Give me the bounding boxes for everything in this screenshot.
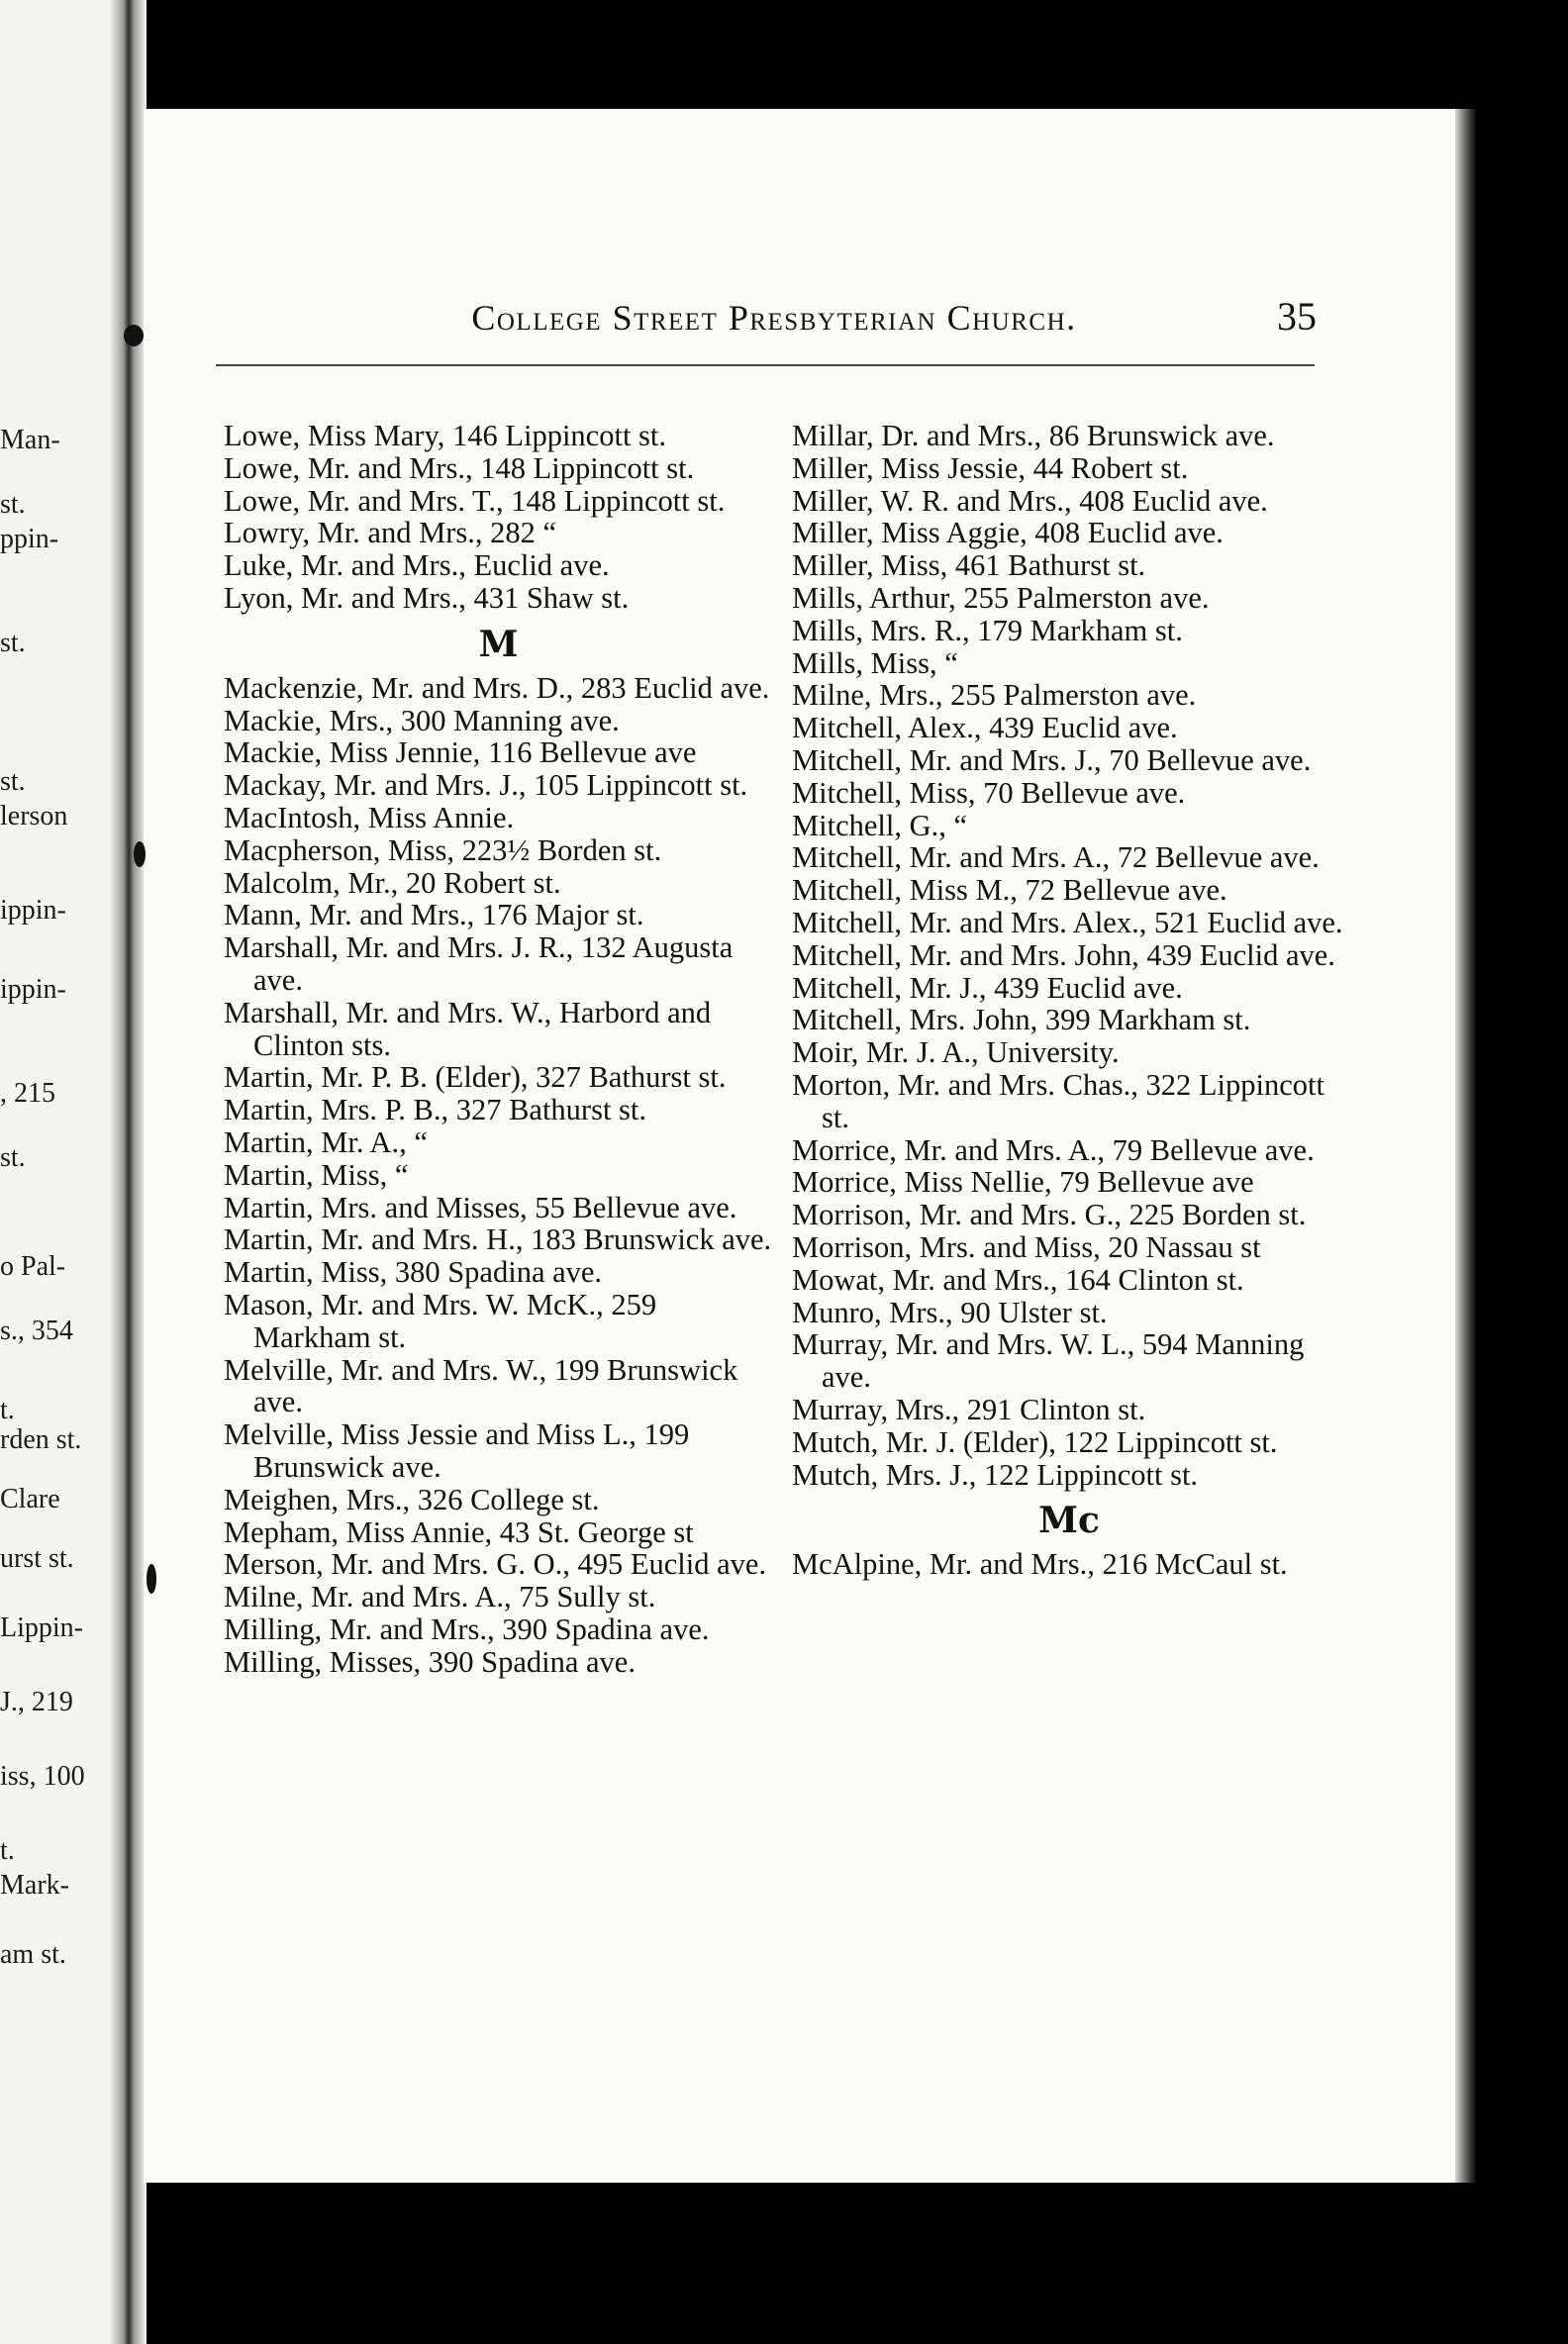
directory-entry: Martin, Mr. and Mrs. H., 183 Brunswick ave. bbox=[224, 1222, 772, 1257]
directory-entry: Mitchell, Mr. and Mrs. John, 439 Euclid ave. bbox=[792, 937, 1335, 972]
directory-entry: Mitchell, Mrs. John, 399 Markham st. bbox=[792, 1003, 1251, 1037]
directory-entry: Mitchell, Mr. and Mrs. Alex., 521 Euclid ave. bbox=[792, 905, 1343, 939]
left-page-text-fragment: urst st. bbox=[0, 1543, 74, 1574]
directory-column-left bbox=[224, 420, 773, 1678]
directory-entry: Martin, Mrs. and Misses, 55 Bellevue ave. bbox=[224, 1190, 737, 1224]
left-page-text-fragment: s., 354 bbox=[0, 1316, 73, 1346]
directory-entry: Lowe, Miss Mary, 146 Lippincott st. bbox=[224, 419, 667, 452]
directory-entry: Merson, Mr. and Mrs. G. O., 495 Euclid ave. bbox=[224, 1547, 767, 1582]
directory-entry: Marshall, Mr. and Mrs. W., Harbord and Clinton sts. bbox=[224, 995, 712, 1062]
left-page-text-fragment: ppin- bbox=[0, 524, 59, 554]
left-page-text-fragment: st. bbox=[0, 1142, 26, 1173]
directory-entry: Morrice, Miss Nellie, 79 Bellevue ave bbox=[792, 1165, 1254, 1200]
left-page-text-fragment: Mark- bbox=[0, 1870, 69, 1901]
directory-entry: Mann, Mr. and Mrs., 176 Major st. bbox=[224, 898, 644, 932]
running-head: College Street Presbyterian Church. bbox=[471, 298, 1077, 338]
page-edge-shadow bbox=[1455, 109, 1477, 2183]
directory-entry: Mitchell, Miss, 70 Bellevue ave. bbox=[792, 775, 1186, 810]
directory-entry: Mutch, Mrs. J., 122 Lippincott st. bbox=[792, 1457, 1199, 1492]
directory-entry: Millar, Dr. and Mrs., 86 Brunswick ave. bbox=[792, 419, 1275, 452]
left-page-edge bbox=[0, 0, 117, 2344]
directory-entry: Munro, Mrs., 90 Ulster st. bbox=[792, 1295, 1108, 1329]
directory-entry: Morrison, Mr. and Mrs. G., 225 Borden st. bbox=[792, 1198, 1307, 1232]
directory-entry: Martin, Mrs. P. B., 327 Bathurst st. bbox=[224, 1093, 647, 1127]
directory-entry: Morrison, Mrs. and Miss, 20 Nassau st bbox=[792, 1229, 1261, 1264]
left-page-text-fragment: Lippin- bbox=[0, 1612, 83, 1643]
directory-entry: Macpherson, Miss, 223½ Borden st. bbox=[224, 832, 662, 867]
directory-entry: Mutch, Mr. J. (Elder), 122 Lippincott st. bbox=[792, 1424, 1278, 1459]
header-rule bbox=[216, 364, 1315, 366]
book-gutter bbox=[111, 0, 147, 2344]
directory-entry: Mitchell, Mr. and Mrs. A., 72 Bellevue ave. bbox=[792, 840, 1320, 875]
directory-entry: Miller, Miss Aggie, 408 Euclid ave. bbox=[792, 516, 1224, 550]
left-page-text-fragment: st. bbox=[0, 628, 26, 658]
left-page-text-fragment: t. bbox=[0, 1395, 15, 1425]
directory-entry: Mitchell, Alex., 439 Euclid ave. bbox=[792, 711, 1178, 745]
directory-entry: Melville, Mr. and Mrs. W., 199 Brunswick ave. bbox=[224, 1352, 738, 1419]
left-page-text-fragment: Man- bbox=[0, 425, 60, 455]
section-heading: Mc bbox=[1038, 1500, 1100, 1542]
directory-entry: Murray, Mrs., 291 Clinton st. bbox=[792, 1392, 1146, 1426]
left-page-text-fragment: ippin- bbox=[0, 974, 66, 1005]
directory-entry: Lyon, Mr. and Mrs., 431 Shaw st. bbox=[224, 580, 630, 615]
left-page-text-fragment: st. bbox=[0, 766, 26, 797]
directory-entry: Martin, Mr. A., “ bbox=[224, 1124, 428, 1159]
directory-entry: Lowe, Mr. and Mrs. T., 148 Lippincott st. bbox=[224, 483, 726, 518]
directory-entry: Milne, Mr. and Mrs. A., 75 Sully st. bbox=[224, 1580, 656, 1614]
directory-entry: Mason, Mr. and Mrs. W. McK., 259 Markham st. bbox=[224, 1287, 657, 1354]
left-page-text-fragment: J., 219 bbox=[0, 1687, 73, 1717]
ink-blot bbox=[124, 325, 144, 346]
directory-column-right bbox=[792, 420, 1346, 1581]
directory-entry: Martin, Miss, “ bbox=[224, 1157, 409, 1192]
directory-entry: McAlpine, Mr. and Mrs., 216 McCaul st. bbox=[792, 1547, 1288, 1582]
ink-blot bbox=[147, 1564, 156, 1594]
directory-entry: Milling, Mr. and Mrs., 390 Spadina ave. bbox=[224, 1612, 710, 1646]
left-page-text-fragment: iss, 100 bbox=[0, 1761, 85, 1792]
ink-blot bbox=[134, 841, 146, 867]
directory-entry: Mills, Miss, “ bbox=[792, 645, 958, 680]
left-page-text-fragment: , 215 bbox=[0, 1078, 55, 1109]
directory-entry: Miller, Miss Jessie, 44 Robert st. bbox=[792, 450, 1189, 485]
directory-entry: Mitchell, Mr. J., 439 Euclid ave. bbox=[792, 970, 1183, 1005]
directory-entry: Melville, Miss Jessie and Miss L., 199 Brunswick ave. bbox=[224, 1417, 690, 1484]
directory-entry: Milling, Misses, 390 Spadina ave. bbox=[224, 1644, 636, 1679]
directory-entry: Moir, Mr. J. A., University. bbox=[792, 1035, 1120, 1070]
left-page-text-fragment: am st. bbox=[0, 1939, 66, 1970]
directory-entry: Milne, Mrs., 255 Palmerston ave. bbox=[792, 678, 1197, 713]
directory-entry: Meighen, Mrs., 326 College st. bbox=[224, 1482, 600, 1516]
directory-entry: Miller, Miss, 461 Bathurst st. bbox=[792, 548, 1146, 583]
directory-entry: Martin, Miss, 380 Spadina ave. bbox=[224, 1255, 603, 1290]
directory-entry: Mackie, Mrs., 300 Manning ave. bbox=[224, 703, 620, 737]
left-page-text-fragment: o Pal- bbox=[0, 1251, 66, 1282]
left-page-text-fragment: lerson bbox=[0, 801, 68, 831]
directory-entry: Mackay, Mr. and Mrs. J., 105 Lippincott st. bbox=[224, 768, 748, 803]
directory-entry: MacIntosh, Miss Annie. bbox=[224, 800, 515, 834]
directory-entry: Mills, Mrs. R., 179 Markham st. bbox=[792, 613, 1183, 647]
directory-entry: Mowat, Mr. and Mrs., 164 Clinton st. bbox=[792, 1262, 1244, 1297]
left-page-text-fragment: Clare bbox=[0, 1484, 60, 1514]
section-heading: M bbox=[478, 623, 519, 665]
left-page-text-fragment: rden st. bbox=[0, 1424, 82, 1455]
directory-entry: Marshall, Mr. and Mrs. J. R., 132 Augusta ave. bbox=[224, 930, 734, 997]
directory-entry: Mitchell, Mr. and Mrs. J., 70 Bellevue ave. bbox=[792, 742, 1312, 777]
directory-entry: Morton, Mr. and Mrs. Chas., 322 Lippincott st. bbox=[792, 1067, 1324, 1134]
directory-entry: Luke, Mr. and Mrs., Euclid ave. bbox=[224, 548, 610, 583]
directory-entry: Mackenzie, Mr. and Mrs. D., 283 Euclid ave. bbox=[224, 670, 770, 705]
directory-entry: Martin, Mr. P. B. (Elder), 327 Bathurst st. bbox=[224, 1060, 727, 1095]
directory-entry: Mitchell, G., “ bbox=[792, 808, 968, 842]
directory-entry: Miller, W. R. and Mrs., 408 Euclid ave. bbox=[792, 483, 1268, 518]
left-page-text-fragment: t. bbox=[0, 1835, 15, 1866]
directory-entry: Malcolm, Mr., 20 Robert st. bbox=[224, 865, 561, 900]
directory-entry: Morrice, Mr. and Mrs. A., 79 Bellevue ave. bbox=[792, 1132, 1315, 1167]
directory-entry: Mills, Arthur, 255 Palmerston ave. bbox=[792, 580, 1210, 615]
directory-entry: Lowe, Mr. and Mrs., 148 Lippincott st. bbox=[224, 450, 695, 485]
left-page-text-fragment: st. bbox=[0, 489, 26, 520]
directory-entry: Lowry, Mr. and Mrs., 282 “ bbox=[224, 516, 557, 550]
directory-entry: Mitchell, Miss M., 72 Bellevue ave. bbox=[792, 873, 1227, 908]
directory-entry: Murray, Mr. and Mrs. W. L., 594 Manning ave. bbox=[792, 1327, 1305, 1395]
left-page-text-fragment: ippin- bbox=[0, 895, 66, 926]
directory-entry: Mackie, Miss Jennie, 116 Bellevue ave bbox=[224, 735, 697, 770]
page-number: 35 bbox=[1277, 294, 1317, 339]
directory-entry: Mepham, Miss Annie, 43 St. George st bbox=[224, 1514, 694, 1549]
